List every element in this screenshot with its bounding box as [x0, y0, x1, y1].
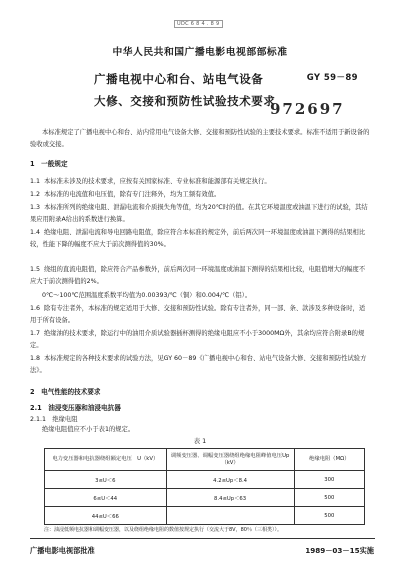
item-1-5-extra: 0℃～100℃范围温度系数平均值为0.00393/℃（铜）和0.004/℃（铝）。	[42, 292, 252, 299]
table-cell: 8.4≤Up＜63	[166, 489, 294, 507]
section-2-1-1-heading: 2.1.1 绝缘电阻	[30, 416, 78, 423]
table-cell: 3≤U＜6	[45, 471, 167, 489]
table-cell: 500	[294, 489, 364, 507]
item-1-4: 1.4 绝缘电阻、泄漏电流和导电回路电阻值，除应符合本标准的规定外，前后两次同一环境温度或油温下测得的结果相比较，性能下降的幅度不应大于前次测得值的30%。	[30, 229, 366, 248]
table-cell: 44≤U＜66	[45, 507, 167, 525]
item-1-5: 1.5 绕组的直流电阻值，除应符合产品参数外，前后两次同一环境温度或油温下测得的结果相比较，电阻值增大的幅度不应大于前次测得值的2%。	[30, 266, 366, 285]
intro-paragraph: 本标准规定了广播电视中心和台、站内常用电气设备大修、交接和预防性试验的主要技术要求。标准不适用于新设备的验收或交接。	[30, 129, 370, 148]
udc-stamp: UDC 6 8 4 . 8 9	[174, 20, 223, 28]
section-1-heading: 1 一般规定	[30, 160, 68, 168]
item-1-3: 1.3 本标准所列的绝缘电阻、泄漏电流和介质损失角等值，均为20℃时的值。在其它环境温度或油温下进行的试验，其结果应用附录A给出的系数进行换算。	[30, 204, 368, 223]
item-1-1: 1.1 本标准未涉及的技术要求，应按有关国家标准、专业标准和能源部有关规定执行。	[30, 178, 271, 185]
table-header: 电力变压器和电抗器绕组额定电压 U（kV）	[45, 449, 167, 471]
table-caption: 表 1	[193, 437, 207, 445]
standard-number: GY 59－89	[306, 73, 358, 83]
section-2-heading: 2 电气性能的技术要求	[30, 388, 101, 396]
item-1-8: 1.8 本标准规定的各种技术要求的试验方法，见GY 60－89《广播电视中心和台、站电气设备大修、交接和预防性试验方法》。	[30, 355, 367, 374]
item-1-6: 1.6 除有专注者外，本标准的规定适用于大修、交接和预防性试验。除有专注者外，同一部、条、款涉及多种设备时，适用于所有设备。	[30, 305, 366, 324]
table-cell: 500	[294, 507, 364, 525]
item-1-2: 1.2 本标准的电流值和电压值，除有专门注释外，均为工频有效值。	[30, 191, 221, 198]
section-2-1-heading: 2.1 油浸变压器和油浸电抗器	[30, 404, 121, 412]
section-2-1-1-text: 绝缘电阻值应不小于表1的规定。	[42, 426, 135, 433]
implementation-date: 1989－03－15实施	[305, 546, 374, 555]
insulation-table	[44, 448, 365, 525]
table-cell: 6≤U＜44	[45, 489, 167, 507]
title-line-2: 大修、交接和预防性试验技术要求	[94, 94, 276, 108]
table-header-row	[45, 449, 365, 471]
item-1-7: 1.7 绝缘油的技术要求，除运行中的油用介质试验器插杯测得的绝缘电阻应不小于3000MΩ外，其余均应符合附录B的规定。	[30, 330, 365, 349]
table-cell: 4.2≤Up＜8.4	[166, 471, 294, 489]
table-row	[45, 489, 365, 507]
handwritten-serial: 972697	[270, 100, 345, 118]
table-cell	[166, 507, 294, 525]
issuing-agency: 中华人民共和国广播电影电视部部标准	[112, 47, 288, 58]
table-header: 调频变压器、调幅变压器绕组绝缘电阻峰值电压Up（kV）	[166, 449, 294, 471]
table-cell: 300	[294, 471, 364, 489]
title-line-1: 广播电视中心和台、站电气设备	[94, 72, 264, 86]
approval-authority: 广播电影电视部批准	[30, 546, 95, 555]
table-row	[45, 507, 365, 525]
table-row	[45, 471, 365, 489]
table-header: 绝缘电阻（MΩ）	[294, 449, 364, 471]
table-note: 注：油浸低频电抗器和调幅变压器，以及绕组绝缘电阻的数值按规定执行（交流大于8V，80％（三相类））。	[44, 527, 282, 533]
footer-divider	[30, 538, 375, 539]
